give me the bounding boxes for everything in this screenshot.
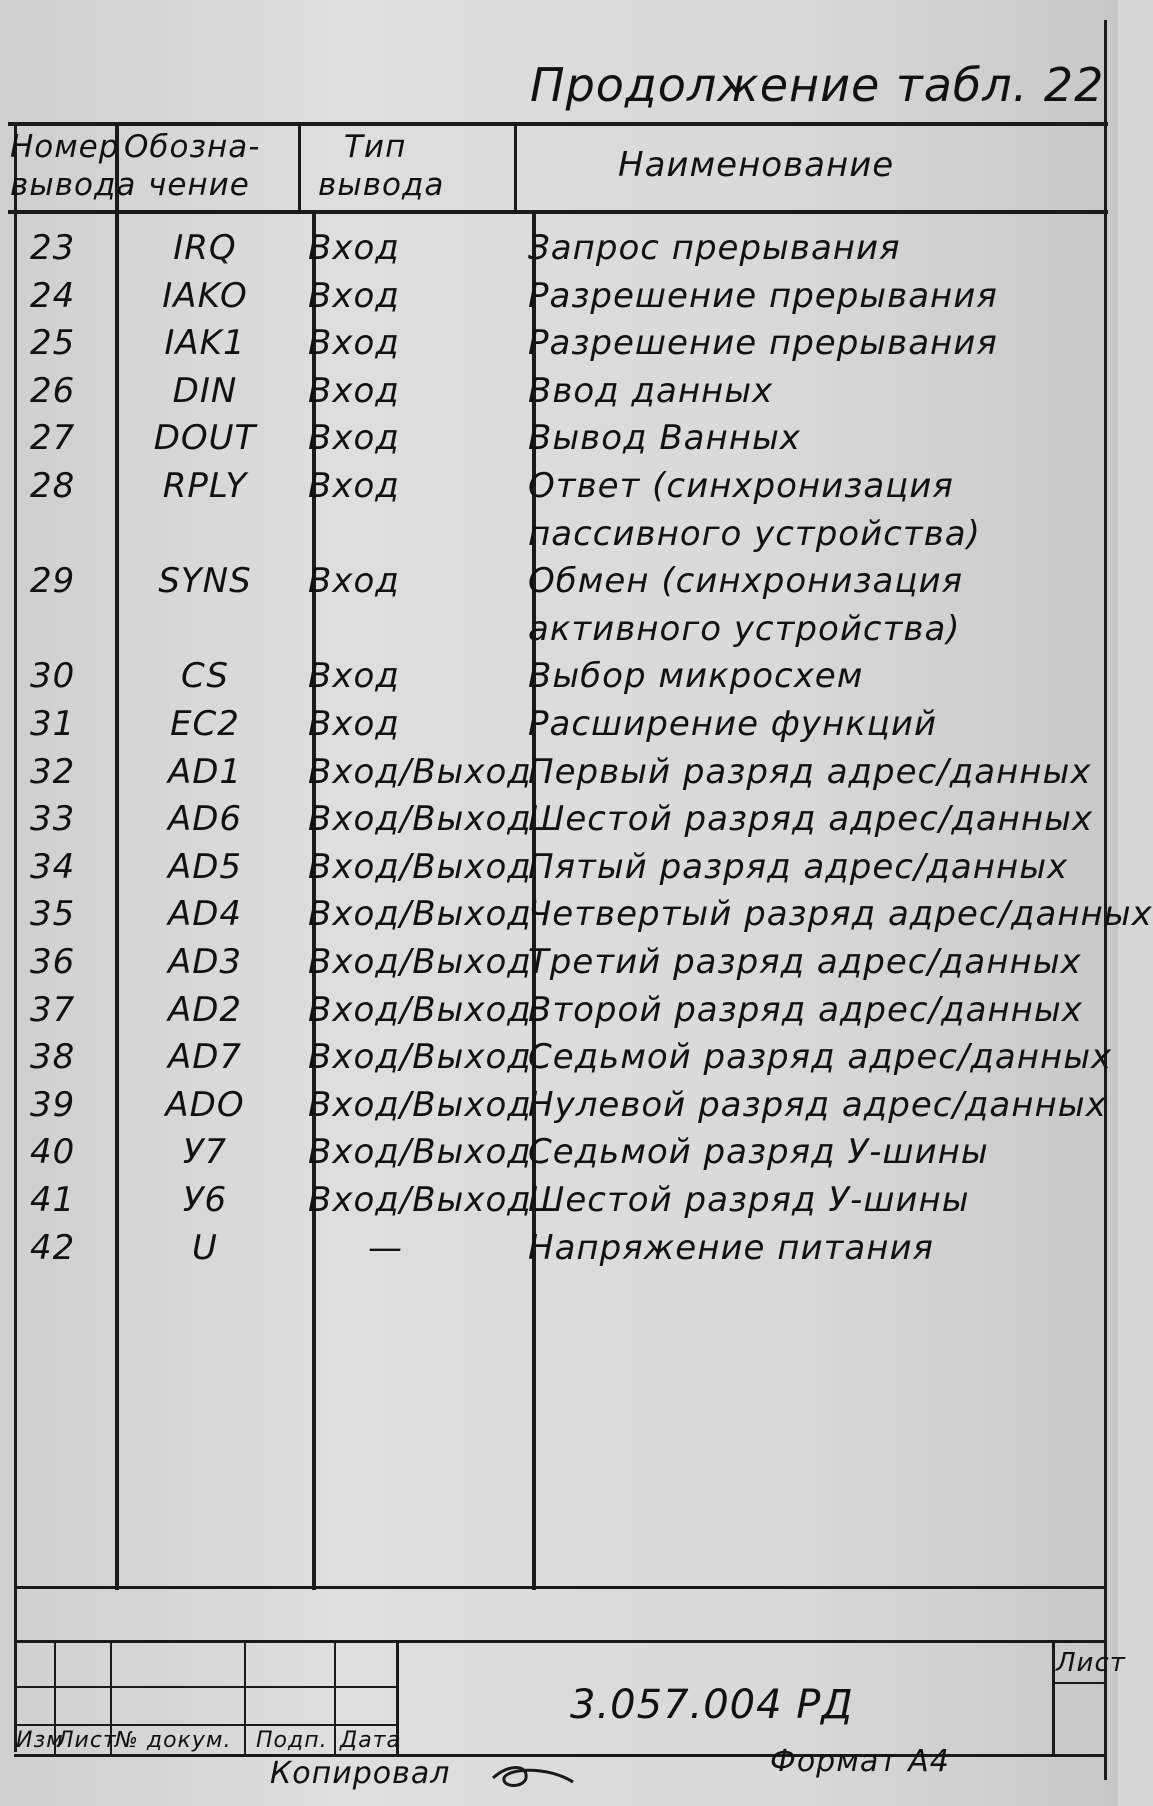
row-type: Вход/Выход xyxy=(308,1180,532,1220)
row-number: 30 xyxy=(30,656,76,697)
row-type: Вход xyxy=(308,418,400,459)
stamp-label-date: Дата xyxy=(340,1728,401,1753)
stamp-row-rule-2 xyxy=(14,1724,398,1726)
stamp-label-list: Лист xyxy=(57,1728,117,1753)
row-symbol: RPLY xyxy=(162,466,248,506)
header-bottom-rule xyxy=(8,210,1108,214)
row-type: Вход/Выход xyxy=(308,799,532,840)
row-symbol: U xyxy=(192,1227,218,1268)
row-number: 33 xyxy=(30,799,76,840)
row-type: Вход/Выход xyxy=(308,846,532,887)
row-name: Первый разряд адрес/данных xyxy=(528,751,1092,792)
row-type: Вход xyxy=(308,656,400,697)
row-symbol: AD2 xyxy=(167,989,243,1030)
left-border xyxy=(14,122,17,1752)
row-symbol: AD5 xyxy=(167,846,243,887)
stamp-col-3 xyxy=(244,1640,246,1756)
row-number: 25 xyxy=(30,323,76,364)
stamp-sheet-label: Лист xyxy=(1056,1648,1126,1678)
stamp-sheet-divider xyxy=(1052,1640,1055,1756)
row-symbol: AD6 xyxy=(167,799,243,840)
row-number: 36 xyxy=(30,942,76,982)
header-type-line2: вывода xyxy=(318,167,445,203)
header-num xyxy=(10,128,136,204)
header-type xyxy=(318,128,444,204)
row-number: 34 xyxy=(30,846,76,887)
row-type: Вход/Выход xyxy=(308,751,532,792)
row-name: Ввод данных xyxy=(528,370,774,411)
row-type: — xyxy=(368,1227,403,1268)
row-name: Седьмой разряд адрес/данных xyxy=(528,1037,1113,1078)
stamp-label-sign: Подп. xyxy=(256,1728,328,1753)
header-num-line1: Номер xyxy=(10,129,120,165)
table-top-rule xyxy=(8,122,1108,126)
row-name: Пятый разряд адрес/данных xyxy=(528,846,1069,887)
row-number: 27 xyxy=(30,418,76,459)
row-symbol: У6 xyxy=(182,1180,228,1220)
row-symbol: CS xyxy=(181,656,229,697)
stamp-sheet-rule xyxy=(1052,1682,1106,1684)
row-number: 31 xyxy=(30,704,76,744)
row-name: Седьмой разряд У-шины xyxy=(528,1132,989,1173)
row-number: 39 xyxy=(30,1084,76,1125)
table-caption: Продолжение табл. 22 xyxy=(530,58,1105,112)
row-type: Вход/Выход xyxy=(308,989,532,1030)
row-type: Вход/Выход xyxy=(308,1132,532,1173)
row-name: Запрос прерывания xyxy=(528,228,901,268)
row-name: Нулевой разряд адрес/данных xyxy=(528,1084,1107,1125)
stamp-row-rule-1 xyxy=(14,1686,398,1688)
row-name: Разрешение прерывания xyxy=(528,323,998,364)
row-type: Вход xyxy=(308,275,400,316)
row-symbol: AD7 xyxy=(167,1037,243,1078)
row-type: Вход xyxy=(308,323,400,364)
row-symbol: AD4 xyxy=(167,894,243,935)
row-type: Вход/Выход xyxy=(308,894,532,935)
row-symbol: SYNS xyxy=(158,561,252,602)
row-name: Выбор микросхем xyxy=(528,656,864,697)
row-name: Расширение функций xyxy=(528,704,938,744)
row-number: 41 xyxy=(30,1180,76,1220)
format-label: Формат А4 xyxy=(770,1744,950,1779)
row-type: Вход xyxy=(308,466,400,506)
row-name: Третий разряд адрес/данных xyxy=(528,942,1082,982)
header-sym-line2: чение xyxy=(148,167,250,203)
row-type: Вход/Выход xyxy=(308,1084,532,1125)
header-sym-line1: Обозна- xyxy=(124,129,261,165)
stamp-label-izm: Изм xyxy=(16,1728,64,1753)
header-name: Наименование xyxy=(618,145,895,185)
row-type: Вход xyxy=(308,370,400,411)
row-name: Обмен (синхронизация xyxy=(528,561,964,602)
stamp-label-doc: № докум. xyxy=(115,1728,232,1753)
row-name: активного устройства) xyxy=(528,608,961,649)
row-name: Четвертый разряд адрес/данных xyxy=(528,894,1153,935)
row-type: Вход xyxy=(308,704,400,744)
stamp-top-rule xyxy=(14,1640,1106,1643)
row-symbol: DOUT xyxy=(153,418,257,459)
col-divider-2-header xyxy=(298,122,301,212)
row-symbol: У7 xyxy=(182,1132,228,1173)
row-number: 32 xyxy=(30,751,76,792)
row-type: Вход xyxy=(308,228,400,268)
row-name: Ответ (синхронизация xyxy=(528,466,954,506)
row-symbol: EC2 xyxy=(170,704,240,744)
row-number: 42 xyxy=(30,1227,76,1268)
row-symbol: IAK1 xyxy=(164,323,246,364)
copied-label: Копировал xyxy=(270,1756,451,1791)
row-name: Разрешение прерывания xyxy=(528,275,998,316)
stamp-col-4 xyxy=(334,1640,336,1756)
row-symbol: IRQ xyxy=(173,228,237,268)
row-number: 26 xyxy=(30,370,76,411)
col-divider-1 xyxy=(115,122,119,1590)
col-divider-3-header xyxy=(514,122,517,212)
row-name: пассивного устройства) xyxy=(528,513,981,554)
row-name: Напряжение питания xyxy=(528,1227,935,1268)
row-name: Второй разряд адрес/данных xyxy=(528,989,1083,1030)
row-symbol: AD1 xyxy=(167,751,243,792)
row-symbol: ADO xyxy=(165,1084,245,1125)
row-name: Шестой разряд У-шины xyxy=(528,1180,970,1220)
row-number: 29 xyxy=(30,561,76,602)
row-name: Вывод Ванных xyxy=(528,418,801,459)
header-num-line2: вывода xyxy=(10,167,137,203)
row-symbol: DIN xyxy=(172,370,238,411)
row-symbol: IAKO xyxy=(162,275,248,316)
row-name: Шестой разряд адрес/данных xyxy=(528,799,1094,840)
header-type-line1: Тип xyxy=(344,129,407,165)
row-number: 38 xyxy=(30,1037,76,1078)
row-symbol: AD3 xyxy=(167,942,243,982)
row-type: Вход/Выход xyxy=(308,1037,532,1078)
row-number: 37 xyxy=(30,989,76,1030)
row-number: 28 xyxy=(30,466,76,506)
row-number: 24 xyxy=(30,275,76,316)
row-number: 40 xyxy=(30,1132,76,1173)
header-sym xyxy=(124,128,260,204)
document-number: 3.057.004 РД xyxy=(570,1682,854,1728)
row-number: 35 xyxy=(30,894,76,935)
row-type: Вход xyxy=(308,561,400,602)
row-type: Вход/Выход xyxy=(308,942,532,982)
copier-signature xyxy=(488,1756,578,1796)
row-number: 23 xyxy=(30,228,76,268)
table-bottom-rule xyxy=(14,1586,1106,1589)
